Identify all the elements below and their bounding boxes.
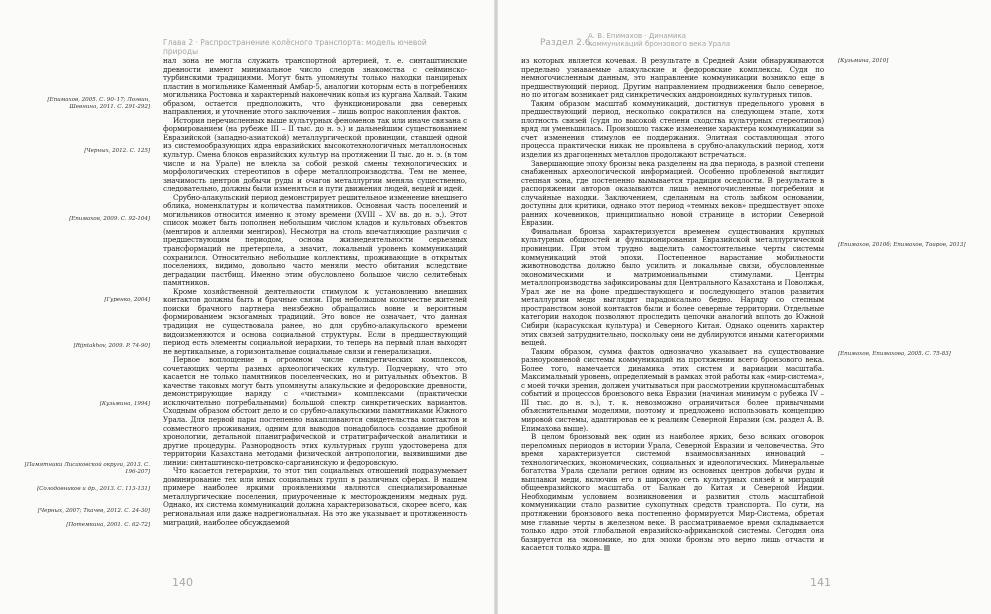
left-margin-note-9: [Черных, 2007; Ткачев, 2012. С. 24-30]	[37, 508, 150, 514]
right-paragraph-4: Финальная бронза характеризуется временем существования крупных культурных общностей и функционирования Евразийской металлургической провинции. При этом трудно выделить самостоятельные черты системы коммуникаций этой эпохи. Постепенное нарастание мобильности животноводства должно было усилить и локальные связи, обусловленные экономическими и матримониальными стимулами. Центры металлопроизводства зафиксированы для Центрального Казахстана и Поволжья, Урал же не на фоне предшествующего и последующего этапов развития металлургии меди выглядит парадоксально бедно. Наряду со степным пространством зоной контактов были и более северные территории. Отдельные категории находок позволяют проследить цепочки аналогий вплоть до Южной Сибири (карасукская культура) и Северного Китая. Однако оценить характер этих связей затруднительно, поскольку они не дублируются иными категориями вещей.	[521, 226, 824, 348]
right-text-column	[521, 57, 824, 553]
left-paragraph-5: Первое воплощение в огромном числе синкретических комплексов, сочетающих черты разных археологических культур. Подчеркну, что это касается не только памятников поселенческих, но и ритуальных объектов. В качестве таковых могут быть упомянуты алакульские и федоровские древности, демонстрирующие наряду с «чистыми» комплексами (практически исключительно погребальными) большой спектр синкретических вариантов. Сходным образом обстоит дело и со срубно-алакульскими памятниками Южного Урала. Для первой пары постепенно накапливаются свидетельства контактов и совместного проживания, одним для выводов понадобилось создание дробной хронологии, детальной планиграфической и стратиграфической аналитики и другие процедуры. Разнородность этих культурных групп удостоверена для территории Казахстана методами физической антропологии, выявившими две линии: синташтинско-петровско-сарганинскую и федоровскую.	[163, 355, 467, 467]
left-margin-note-6: [Кузьмина, 1994]	[99, 401, 150, 407]
left-paragraph-3: Срубно-алакульский период демонстрирует решительное изменение внешнего облика, номенклатуры и количества памятников. Основная часть поселений и могильников относится именно к этому времени (XVIII – XV вв. до н. э.). Этот список может быть пополнен небольшим числом кладов и культовых объектов (менгиров и аллеями менгиров). Несмотря на столь впечатляющие различия с предшествующим периодом, основа жизнедеятельности серьезных трансформаций не претерпела, а значит, локальный уровень коммуникаций сохранился. Относительно небольшие коллективы, проживающие в открытых поселениях, видимо, довольно часто меняли место обитания вследствие деградации пастбищ. Именно этим обусловлено большое число селитебных памятников.	[163, 192, 467, 288]
left-margin-note-7: [Памятники Лисаковской округи, 2013. С. 196-207]	[24, 462, 150, 475]
left-paragraph-6: Что касается гетерархии, то этот тип социальных отношений подразумевает доминирование тех или иных социальных групп в различных сферах. В нашем примере наиболее яркими проявлениями являются специализированные металлургические поселения, приуроченные к месторождениям медных руд. Однако, их система коммуникаций должна характеризоваться, скорее всего, как региональная или даже надрегиональная. На это же указывает и протяженность миграций, наиболее обсуждаемой	[163, 466, 467, 527]
right-paragraph-6-text: В целом бронзовый век один из наиболее ярких, безо всяких оговорок переломных периодов в истории Урала, Северной Евразии и человечества. Это время характеризуется системой взаимосвязанных инноваций – технологических, экономических, социальных и идеологических. Минеральные богатства Урала сделали регион одним из основных центров добычи руды и выплавки меди, включив его в широкую сеть культурных связей и миграций общеевразийского масштаба от Балкан до Китая и Северной Индии. Необходимым условием возникновения и развития столь масштабной коммуникации стало развитие сухопутных средств транспорта. По сути, на протяжении бронзового века постепенно формируется Мир-Система, обретая мнe главные черты в железном веке. В рассматриваемое время складывается только ядро этой глобальной евразийско-африканской системы. Сегодня она базируется на экономике, но для эпохи бронзы это верно лишь отчасти и касается только ядра.	[521, 432, 824, 553]
right-running-head-label: Раздел 2.6.	[540, 38, 594, 48]
left-margin-note-10: [Потемкина, 2001. С. 62-72]	[66, 522, 150, 528]
right-margin-note-3: [Епимахов, Епимахова, 2005. С. 75-83]	[838, 351, 951, 357]
end-of-section-square-icon	[604, 545, 610, 551]
left-margin-note-8: [Солодовников и др., 2013. С. 113-131]	[37, 486, 150, 492]
right-paragraph-2: Таким образом масштаб коммуникаций, достигнув предельного уровня в предшествующий период, несколько сократился на следующем этапе, хотя плотность связей (судя по высокой степени сходства культурных стереотипов) вряд ли уменьшилась. Произошло также изменение характера коммуникации за счет изменения стимулов ее поддержания. Элитная составляющая этого процесса практически никак не проявлена в срубно-алакульский период, хотя изделия из драгоценных металлов продолжают встречаться.	[521, 98, 824, 160]
right-margin-note-2: [Епимахов, 2010б; Епимахов, Таиров, 2013]	[838, 242, 966, 248]
left-margin-note-1: [Епимахов, 2005. С. 90–17; Логвин, Шевнина, 2011. С. 291-292]	[47, 97, 150, 110]
right-running-head-subtitle: А. В. Епимахов · Динамика коммуникаций бронзового века Урала	[588, 32, 731, 48]
right-running-head	[540, 32, 740, 48]
left-margin-note-3: [Епимахов, 2009. С. 92-104]	[69, 216, 150, 222]
left-text-column	[163, 57, 467, 527]
left-page-number: 140	[172, 576, 193, 589]
left-margin-note-4: [Гуренко, 2004]	[104, 297, 150, 303]
right-paragraph-6	[521, 433, 824, 553]
right-margin-note-1: [Кузьмина, 2010]	[838, 58, 889, 64]
page-fold	[494, 0, 498, 614]
right-page-number: 141	[810, 576, 831, 589]
left-running-head: Глава 2 · Распространение колёсного транспорта: модель ючевой природы	[163, 38, 427, 56]
left-paragraph-2: История перечисленных выше культурных феноменов так или иначе связана с формированием (на рубеже III – II тыс. до н. э.) и дальнейшим существованием Евразийской (западно-азиатской) металлургической провинции, ставшей одной из системообразующих ядра евразийских высокотехнологичных металлоносных культур. Смена блоков евразийских культур на протяжении II тыс. до н. э. (в том числе и на Урале) не влекла за собой резкой смены технологических и морфологических стереотипов в сфере металлопроизводства. Тем не менее, значимость центров добычи руды и очагов металлургии меняла существенно, следовательно, должны были изменяться и пути движения людей, вещей и идей.	[163, 115, 467, 194]
right-paragraph-3: Завершающие эпоху бронзы века разделены на два периода, в разной степени снабженных археологической информацией. Особенно проблемной выглядит степная зона, где постепенно вымывается традиция оседлости. В результате в распоряжении авторов оказываются лишь немногочисленные погребения и случайные находки. Заключением, сделанным на столь зыбком основании, доступны для критики, однако этот период «темных веков» предшествует эпохе ранних кочевников, принципиально новой странице в истории Северной Евразии.	[521, 158, 824, 228]
left-paragraph-4: Кроме хозяйственной деятельности стимулом к установлению внешних контактов должны быть и брачные связи. При небольшом количестве жителей поиски брачного партнера неизбежно обращались вовне и вероятным формированием экзогамных традиций. Это вовсе не означает, что данная традиция не существовала ранее, но для срубно-алакульского времени видоизменяются и основа социальной структуры. Если в предшествующий период есть элементы социальной иерархии, то теперь на первый план выходят не вертикальные, а горизонтальные социальные связи и генерализация.	[163, 286, 467, 356]
right-paragraph-1: из которых является кочевая. В результате в Средней Азии обнаруживаются предельно узнаваемые алакульские и федоровские комплексы. Судя по немногочисленным данным, это направление коммуникации возникло еще в предшествующий период. Другим направлением продвижения было северное, но по итогам возникает ряд синкретических андроноидных культурных типов.	[521, 56, 824, 100]
left-margin-note-2: [Черных, 2012. С. 125]	[84, 148, 150, 154]
left-margin-note-5: [Rijntakhov, 2009. P. 74-90]	[73, 343, 150, 349]
left-paragraph-1: нал зона не могла служить транспортной артерией, т. е. синташтинские древности имеют минимальное число следов знакомства с сейминско-турбинскими традициями. Могут быть упомянуты только находки панцирных пластин в могильнике Каменный Амбар-5, аналогии которым есть в погребениях могильника Ростовка и характерный наконечник копья из кургана Халвай. Таким образом, остается предположить, что функционировали два северных направления, и уточнение этого заключения – лишь вопрос накопления фактов.	[163, 56, 467, 117]
right-paragraph-5: Таким образом, сумма фактов однозначно указывает на существование разноуровневой системы коммуникаций на протяжении всего бронзового века. Более того, намечается динамика этих систем и вариации масштаба. Максимальный уровень, определяемый в рамках этой работы как «мир-система», с моей точки зрения, должен учитываться при рассмотрении крупномасштабных событий и процессов бронзового века Евразии (начиная минимум с рубежа IV – III тыс. до н. э.), т. к. невозможно ограничиться более привычными объяснительными моделями, поэтому и предложено использовать концепцию мировой системы, адаптировав ее к реалиям Северной Евразии (см. раздел А. В. Епимахова выше).	[521, 346, 824, 433]
